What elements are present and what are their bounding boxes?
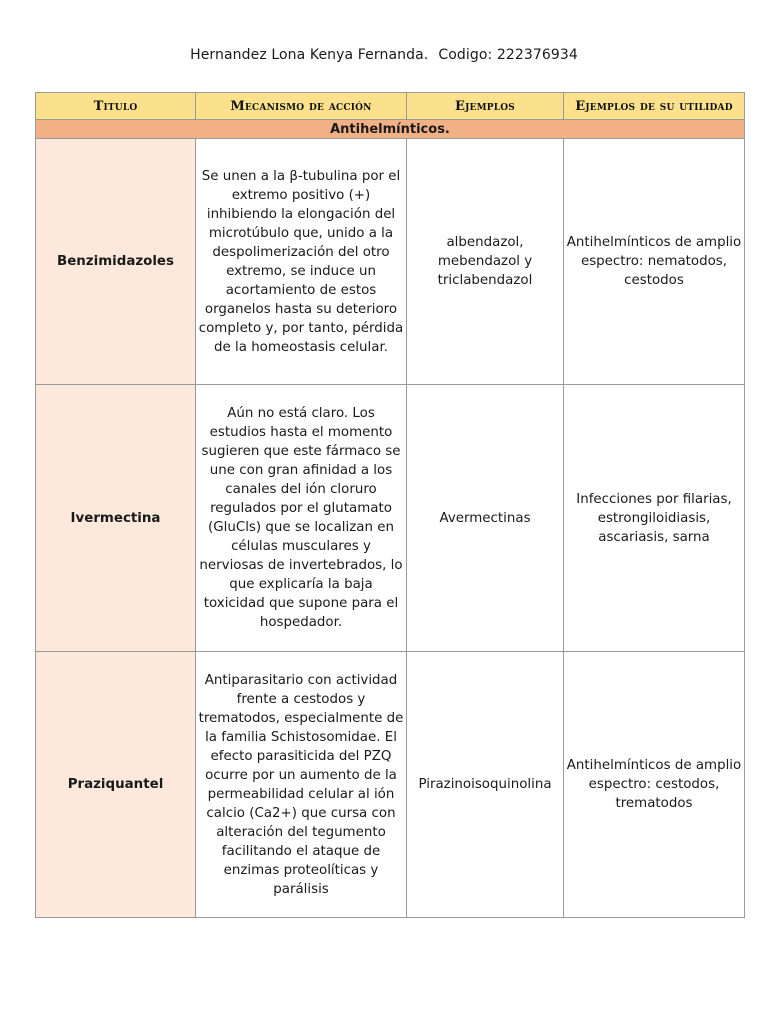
section-row	[36, 120, 745, 139]
examples-cell: Avermectinas	[407, 385, 564, 652]
mechanism-cell: Aún no está claro. Los estudios hasta el momento sugieren que este fármaco se une con gran afinidad a los canales del ión cloruro regulados por el glutamato (GluCls) que se localizan en células musculares y nerviosas de invertebrados, lo que explicaría la baja toxicidad que supone para el hospedador.	[196, 385, 407, 652]
document-header	[0, 47, 768, 63]
drug-title-cell: Ivermectina	[36, 385, 196, 652]
table-row	[36, 652, 745, 918]
mechanism-cell: Se unen a la β-tubulina por el extremo positivo (+) inhibiendo la elongación del microtúbulo que, unido a la despolimerización del otro extremo, se induce un acortamiento de estos organelos hasta su deterioro completo y, por tanto, pérdida de la homeostasis celular.	[196, 139, 407, 385]
examples-cell: Pirazinoisoquinolina	[407, 652, 564, 918]
utility-cell: Antihelmínticos de amplio espectro: nematodos, cestodos	[564, 139, 745, 385]
mechanism-cell: Antiparasitario con actividad frente a cestodos y trematodos, especialmente de la familia Schistosomidae. El efecto parasiticida del PZQ ocurre por un aumento de la permeabilidad celular al ión calcio (Ca2+) que cursa con alteración del tegumento facilitando el ataque de enzimas proteolíticas y parálisis	[196, 652, 407, 918]
section-title: Antihelmínticos.	[36, 120, 745, 139]
drug-title-cell: Benzimidazoles	[36, 139, 196, 385]
examples-cell: albendazol, mebendazol y triclabendazol	[407, 139, 564, 385]
student-code: Codigo: 222376934	[438, 47, 578, 63]
utility-cell: Antihelmínticos de amplio espectro: cestodos, trematodos	[564, 652, 745, 918]
table-header-row	[36, 93, 745, 120]
column-header-examples: Ejemplos	[407, 93, 564, 120]
table-row	[36, 139, 745, 385]
drug-title-cell: Praziquantel	[36, 652, 196, 918]
column-header-utility: Ejemplos de su utilidad	[564, 93, 745, 120]
column-header-title: Titulo	[36, 93, 196, 120]
utility-cell: Infecciones por filarias, estrongiloidiasis, ascariasis, sarna	[564, 385, 745, 652]
table-row	[36, 385, 745, 652]
author-name: Hernandez Lona Kenya Fernanda.	[190, 47, 429, 63]
antihelmintic-drugs-table	[35, 92, 745, 918]
column-header-mechanism: Mecanismo de acción	[196, 93, 407, 120]
